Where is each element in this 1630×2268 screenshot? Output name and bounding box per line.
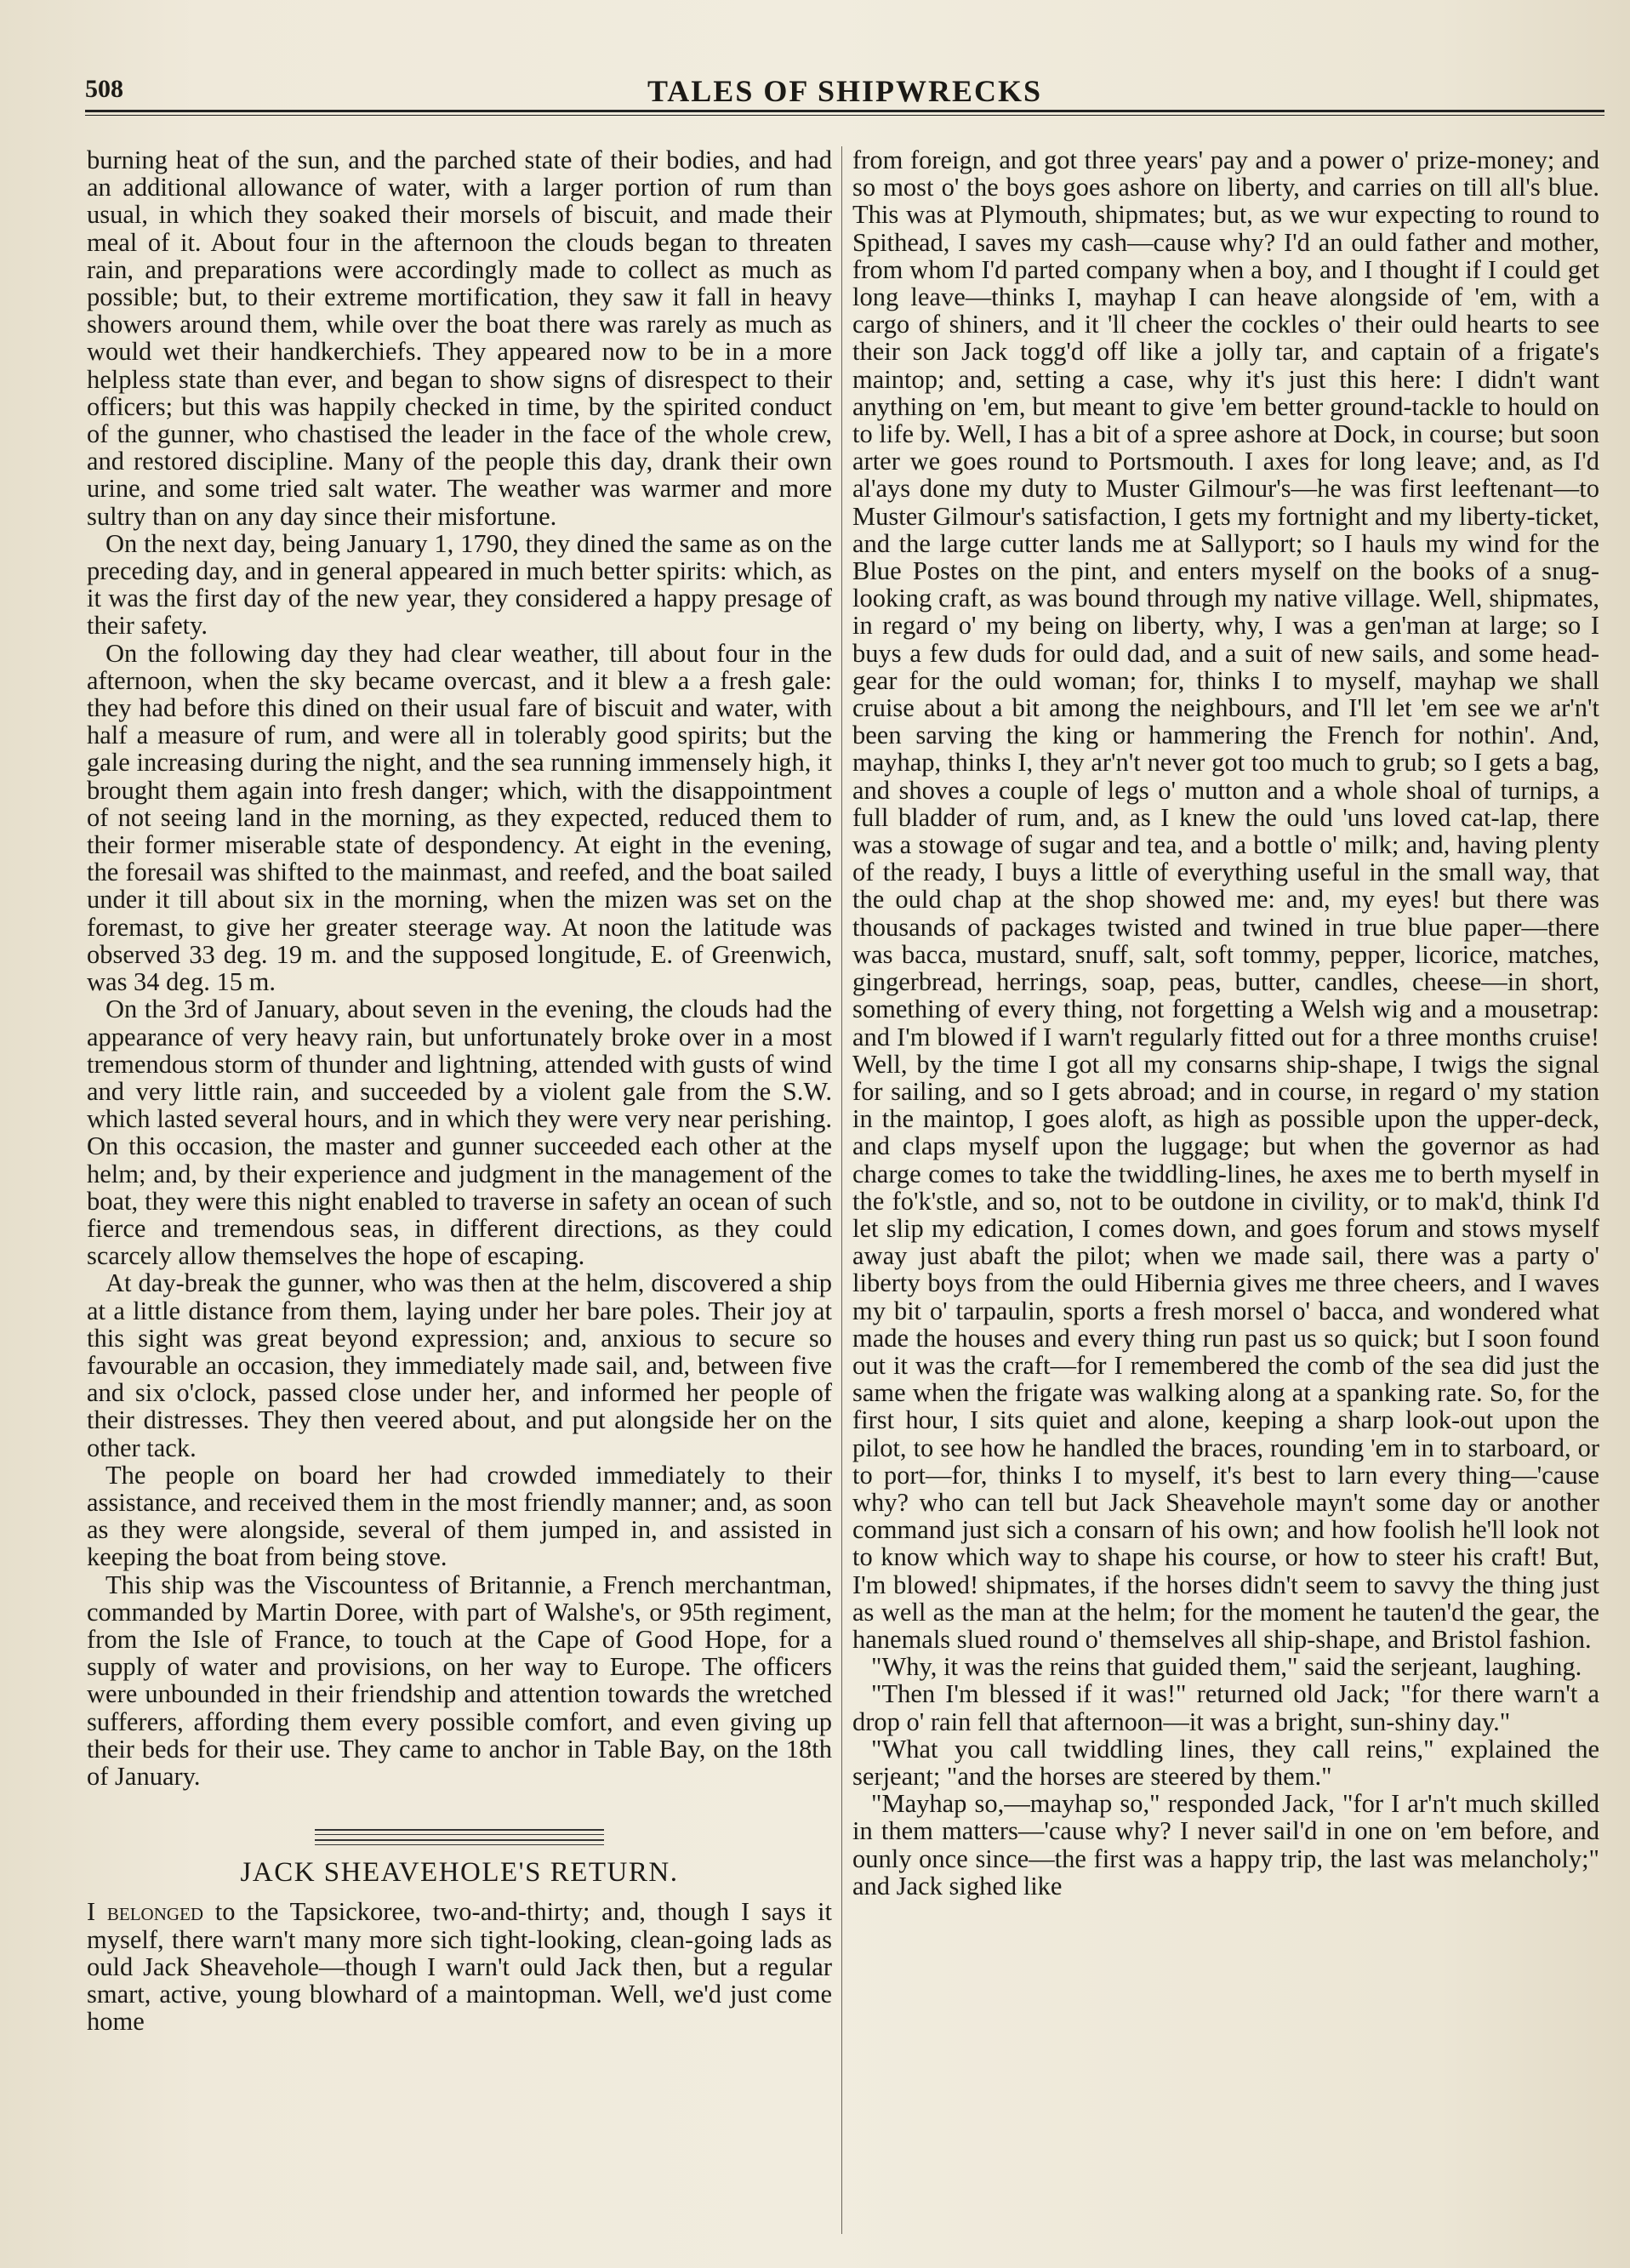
paragraph: On the next day, being January 1, 1790, they dined the same as on the preceding day, and in general appeared in much better spirits: which, as it was the first day of the new year, they considered a happy presage of their safety. (87, 528, 832, 641)
paragraph: On the 3rd of January, about seven in the evening, the clouds had the appearance of very heavy rain, but unfortunately broke over in a most tremendous storm of thunder and lightning, attended with gusts of wind and very little rain, and succeeded by a violent gale from the S.W. which lasted several hours, and in which they were very near perishing. On this occasion, the master and gunner succeeded each other at the helm; and, by their experience and judgment in the management of the boat, they were this night enabled to traverse in safety an ocean of such fierce and tremendous seas, in different directions, as they could scarcely allow themselves the hope of escaping. (87, 994, 832, 1271)
paragraph: "Mayhap so,—mayhap so," responded Jack, "for I ar'n't much skilled in them matters—'cause why? I never sail'd in one on 'em before, and ounly once since—the first was a happy trip, the last was melancholy;" and Jack sighed like (852, 1789, 1599, 1900)
section-divider (315, 1829, 604, 1835)
page-number: 508 (85, 75, 123, 103)
section-opening-paragraph (87, 1898, 832, 2035)
paragraph: At day-break the gunner, who was then at the helm, discovered a ship at a little distance from them, laying under her bare poles. Their joy at this sight was great beyond expression; and, anxious to secure so favourable an occasion, they immediately made sail, and, between five and six o'clock, passed close under her, and informed her people of their distresses. They then veered about, and put alongside her on the other tack. (87, 1268, 832, 1462)
left-column (87, 146, 832, 2234)
paragraph: "Then I'm blessed if it was!" returned old Jack; "for there warn't a drop o' rain fell that afternoon—it was a bright, sun-shiny day." (852, 1679, 1599, 1736)
paragraph: from foreign, and got three years' pay and a power o' prize-money; and so most o' the boys goes ashore on liberty, and carries on till all's blue. This was at Plymouth, shipmates; but, as we wur expecting to round to Spithead, I saves my cash—cause why? I'd an ould father and mother, from whom I'd parted company when a boy, and I thought if I could get long leave—thinks I, mayhap I can heave alongside of 'em, with a cargo of shiners, and it 'll cheer the cockles o' their ould hearts to see their son Jack togg'd off like a jolly tar, and captain of a frigate's maintop; and, setting a case, why it's just this here: I didn't want anything on 'em, but meant to give 'em better ground-tackle to hould on to life by. Well, I has a bit of a spree ashore at Dock, in course; but soon arter we goes round to Portsmouth. I axes for long leave; and, as I'd al'ays done my duty to Muster Gilmour's—he was first leeftenant—to Muster Gilmour's satisfaction, I gets my fortnight and my liberty-ticket, and the large cutter lands me at Sallyport; so I hauls my wind for the Blue Postes on the pint, and enters myself on the books of a snug-looking craft, as was bound through my native village. Well, shipmates, in regard o' my being on liberty, why, I was a gen'man at large; so I buys a few duds for ould dad, and a suit of new sails, and some head-gear for the ould woman; for, thinks I to myself, mayhap we shall cruise about a bit among the neighbours, and I'll let 'em see we ar'n't been sarving the king or hammering the French for nothin'. And, mayhap, thinks I, they ar'n't never got too much to grub; so I gets a bag, and shoves a couple of legs o' mutton and a whole shoal of turnips, a full bladder of rum, and, as I knew the ould 'uns loved cat-lap, there was a stowage of sugar and tea, and a bottle o' milk; and, having plenty of the ready, I buys a little of everything useful in the small way, that the ould chap at the shop showed me: and, my eyes! but there was thousands of packages twisted and twined in true blue paper—there was bacca, mustard, snuff, salt, soft tommy, pepper, licorice, matches, gingerbread, herrings, soap, peas, butter, candles, cheese—in short, something of every thing, not forgetting a Welsh wig and a mousetrap: and I'm blowed if I warn't regularly fitted out for a three months cruise! Well, by the time I got all my consarns ship-shape, I twigs the signal for sailing, and so I gets abroad; and in course, in regard o' my station in the maintop, I goes aloft, as high as possible upon the upper-deck, and claps myself upon the luggage; but when the governor as had charge comes to take the twiddling-lines, he axes me to berth myself in the fo'k'stle, and so, not to be outdone in civility, or to mak'd, think I'd let slip my edication, I comes down, and goes forum and stows myself away just abaft the pilot; when we made sail, there was a party o' liberty boys from the ould Hibernia gives me three cheers, and I waves my bit o' tarpaulin, sports a fresh morsel o' bacca, and wondered what made the houses and every thing run past us so quick; but I soon found out it was the craft—for I remembered the comb of the sea did just the same when the frigate was walking along at a spanking rate. So, for the first hour, I sits quiet and alone, keeping a sharp look-out upon the pilot, to see how he handled the braces, rounding 'em in to starboard, or to port—for, thinks I to myself, it's best to larn every thing—'cause why? who can tell but Jack Sheavehole mayn't some day or another command just sich a consarn of his own; and how foolish he'll look not to know which way to shape his course, or how to steer his craft! But, I'm blowed! shipmates, if the horses didn't seem to savvy the thing just as well as the man at the helm; for the moment he tauten'd the gear, the hanemals slued round o' themselves all ship-shape, and Bristol fashion. (852, 146, 1599, 1654)
opening-text: to the Tapsickoree, two-and-thirty; and, though I says it myself, there warn't many more sich tight-looking, clean-going lads as ould Jack Sheavehole—though I warn't ould Jack then, but a regular smart, active, young blowhard of a maintopman. Well, we'd just come home (87, 1897, 832, 2037)
paragraph: On the following day they had clear weather, till about four in the afternoon, when the sky became overcast, and it blew a a fresh gale: they had before this dined on their usual fare of biscuit and water, with half a measure of rum, and were all in tolerably good spirits; but the gale increasing during the night, and the sea running immensely high, it brought them again into fresh danger; which, with the disappointment of not seeing land in the morning, as they expected, reduced them to their former miserable state of despondency. At eight in the evening, the foresail was shifted to the mainmast, and reefed, and the boat sailed under it till about six in the morning, when the mizen was set on the foremast, to give her greater steerage way. At noon the latitude was observed 33 deg. 19 m. and the supposed longitude, E. of Greenwich, was 34 deg. 15 m. (87, 638, 832, 997)
column-divider (841, 146, 842, 2234)
header-rule (85, 110, 1604, 116)
paragraph: burning heat of the sun, and the parched state of their bodies, and had an additional allowance of water, with a larger portion of rum than usual, in which they soaked their morsels of biscuit, and made their meal of it. About four in the afternoon the clouds began to threaten rain, and preparations were accordingly made to collect as much as possible; but, to their extreme mortification, they saw it fall in heavy showers around them, while over the boat there was rarely as much as would wet their handkerchiefs. They appeared now to be in a more helpless state than ever, and began to show signs of disrespect to their officers; but this was happily checked in time, by the spirited conduct of the gunner, who chastised the leader in the face of the whole crew, and restored discipline. Many of the people this day, drank their own urine, and some tried salt water. The weather was warmer and more sultry than on any day since their misfortune. (87, 146, 832, 531)
paragraph: "What you call twiddling lines, they call reins," explained the serjeant; "and the horses are steered by them." (852, 1734, 1599, 1791)
page-header (85, 68, 1604, 116)
running-title: TALES OF SHIPWRECKS (647, 74, 1043, 108)
opening-word: I belonged (87, 1897, 204, 1927)
paragraph: "Why, it was the reins that guided them," said the serjeant, laughing. (871, 1652, 1582, 1682)
right-column (852, 146, 1599, 2234)
section-divider (315, 1839, 604, 1845)
paragraph: This ship was the Viscountess of Britannie, a French merchantman, commanded by Martin Doree, with part of Walshe's, or 95th regiment, from the Isle of France, to touch at the Cape of Good Hope, for a supply of water and provisions, on her way to Europe. The officers were unbounded in their friendship and attention towards the wretched sufferers, affording them every possible comfort, and even giving up their beds for their use. They came to anchor in Table Bay, on the 18th of January. (87, 1570, 832, 1791)
paragraph: The people on board her had crowded immediately to their assistance, and received them in the most friendly manner; and, as soon as they were alongside, several of them jumped in, and assisted in keeping the boat from being stove. (87, 1460, 832, 1572)
section-title: JACK SHEAVEHOLE'S RETURN. (240, 1857, 679, 1889)
